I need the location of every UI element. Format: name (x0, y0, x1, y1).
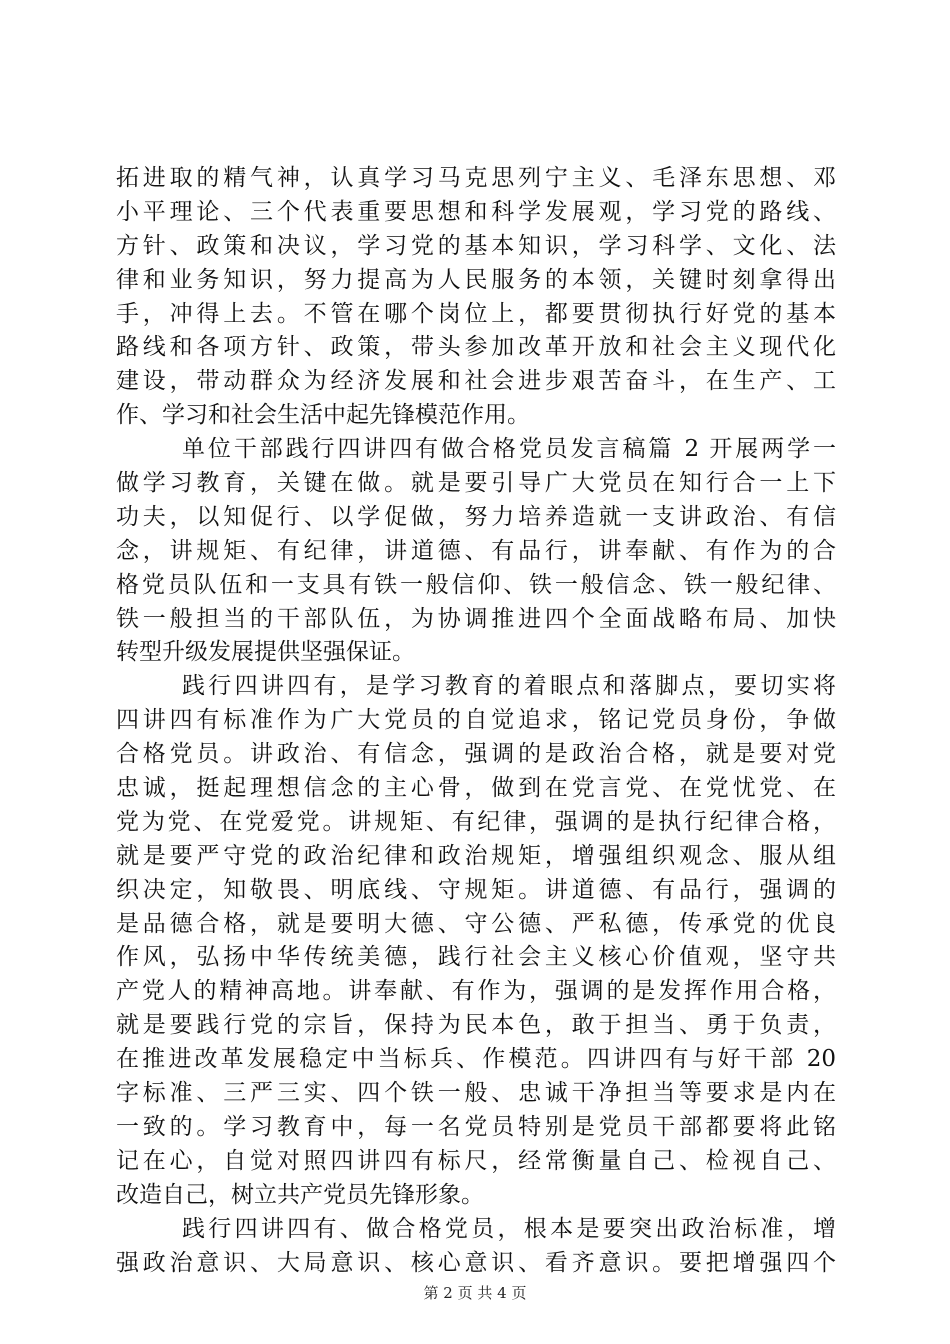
text-line: 在推进改革发展稳定中当标兵、作模范。四讲四有与好干部 20 (116, 1046, 836, 1073)
text-line: 建设，带动群众为经济发展和社会进步艰苦奋斗，在生产、工 (116, 368, 836, 395)
text-line: 方针、政策和决议，学习党的基本知识，学习科学、文化、法 (116, 232, 836, 259)
body-text (116, 162, 836, 1280)
text-line: 路线和各项方针、政策，带头参加改革开放和社会主义现代化 (116, 334, 836, 361)
text-line: 字标准、三严三实、四个铁一般、忠诚干净担当等要求是内在 (116, 1080, 836, 1107)
text-line: 转型升级发展提供坚强保证。 (116, 639, 415, 666)
text-line: 拓进取的精气神，认真学习马克思列宁主义、毛泽东思想、邓 (116, 165, 836, 191)
paragraph-first-line: 践行四讲四有，是学习教育的着眼点和落脚点，要切实将 (182, 673, 836, 700)
paragraph-first-line: 单位干部践行四讲四有做合格党员发言稿篇 2 开展两学一 (182, 436, 836, 463)
text-line: 律和业务知识，努力提高为人民服务的本领，关键时刻拿得出 (116, 266, 836, 293)
text-line: 就是要践行党的宗旨，保持为民本色，敢于担当、勇于负责， (116, 1012, 836, 1039)
text-line: 是品德合格，就是要明大德、守公德、严私德，传承党的优良 (116, 910, 836, 937)
text-line: 忠诚，挺起理想信念的主心骨，做到在党言党、在党忧党、在 (116, 775, 836, 802)
text-line: 就是要严守党的政治纪律和政治规矩，增强组织观念、服从组 (116, 842, 836, 869)
text-line: 织决定，知敬畏、明底线、守规矩。讲道德、有品行，强调的 (116, 876, 836, 903)
text-line: 强政治意识、大局意识、核心意识、看齐意识。要把增强四个 (116, 1249, 836, 1276)
text-line: 作风，弘扬中华传统美德，践行社会主义核心价值观，坚守共 (116, 944, 836, 971)
text-line: 合格党员。讲政治、有信念，强调的是政治合格，就是要对党 (116, 741, 836, 768)
text-line: 记在心，自觉对照四讲四有标尺，经常衡量自己、检视自己、 (116, 1147, 836, 1174)
text-line: 四讲四有标准作为广大党员的自觉追求，铭记党员身份，争做 (116, 707, 836, 734)
text-line: 改造自己，树立共产党员先锋形象。 (116, 1181, 484, 1208)
text-line: 一致的。学习教育中，每一名党员特别是党员干部都要将此铭 (116, 1113, 836, 1140)
text-line: 党为党、在党爱党。讲规矩、有纪律，强调的是执行纪律合格， (116, 808, 836, 835)
paragraph-first-line: 践行四讲四有、做合格党员，根本是要突出政治标准，增 (182, 1215, 836, 1242)
text-line: 产党人的精神高地。讲奉献、有作为，强调的是发挥作用合格， (116, 978, 836, 1005)
text-line: 手，冲得上去。不管在哪个岗位上，都要贯彻执行好党的基本 (116, 300, 836, 327)
text-line: 做学习教育，关键在做。就是要引导广大党员在知行合一上下 (116, 470, 836, 497)
text-line: 铁一般担当的干部队伍，为协调推进四个全面战略布局、加快 (116, 605, 836, 632)
page-footer: 第 2 页 共 4 页 (423, 1284, 527, 1302)
text-line: 格党员队伍和一支具有铁一般信仰、铁一般信念、铁一般纪律、 (116, 571, 836, 598)
text-line: 小平理论、三个代表重要思想和科学发展观，学习党的路线、 (116, 198, 836, 225)
text-line: 功夫，以知促行、以学促做，努力培养造就一支讲政治、有信 (116, 503, 836, 530)
text-line: 作、学习和社会生活中起先锋模范作用。 (116, 402, 530, 429)
text-line: 念，讲规矩、有纪律，讲道德、有品行，讲奉献、有作为的合 (116, 537, 836, 564)
